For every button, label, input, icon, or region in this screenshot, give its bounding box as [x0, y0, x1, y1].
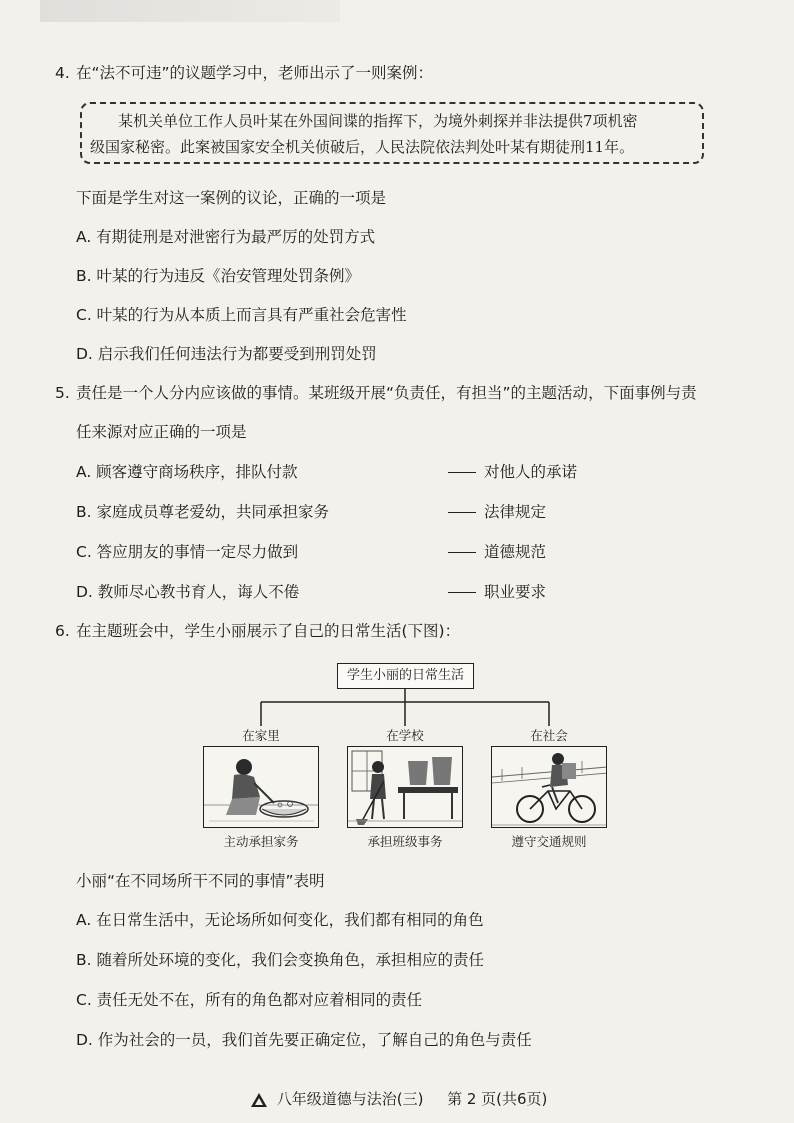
q5-source-b-text: 法律规定: [484, 503, 547, 521]
q5-option-b-source: [448, 501, 546, 523]
q4-case-line1: 某机关单位工作人员叶某在外国间谍的指挥下，为境外刺探并非法提供7项机密: [118, 112, 638, 130]
diagram-root-box: 学生小丽的日常生活: [337, 663, 474, 689]
q5-option-a-source: [448, 461, 577, 483]
scene-school-illustration: [347, 746, 463, 828]
q5-option-b[interactable]: B. 家庭成员尊老爱幼，共同承担家务: [76, 503, 329, 521]
q4-stem: 在“法不可违”的议题学习中，老师出示了一则案例：: [76, 64, 434, 82]
cycling-icon: [492, 747, 607, 828]
q6-option-c[interactable]: C. 责任无处不在，所有的角色都对应着相同的责任: [76, 991, 423, 1009]
q5-source-a-text: 对他人的承诺: [484, 463, 578, 481]
q6-option-a[interactable]: A. 在日常生活中，无论场所如何变化，我们都有相同的角色: [76, 911, 484, 929]
q5-source-c-text: 道德规范: [484, 543, 547, 561]
q4-case-box: [80, 102, 704, 164]
q5-option-d[interactable]: D. 教师尽心教书育人，诲人不倦: [76, 583, 300, 601]
page-footer: [250, 1088, 547, 1110]
q4-option-a[interactable]: A. 有期徒刑是对泄密行为最严厉的处罚方式: [76, 228, 376, 246]
q5-option-c[interactable]: C. 答应朋友的事情一定尽力做到: [76, 543, 299, 561]
q5-option-a[interactable]: A. 顾客遵守商场秩序，排队付款: [76, 463, 298, 481]
dash-mark: [448, 552, 476, 553]
q4-number: 4.: [55, 64, 70, 82]
footer-page-number: 第 2 页(共6页): [447, 1090, 548, 1108]
scene-caption-home: 主动承担家务: [223, 834, 299, 849]
q5-stem-line2: 任来源对应正确的一项是: [76, 423, 247, 441]
scene-caption-society: 遵守交通规则: [511, 834, 587, 849]
dash-mark: [448, 472, 476, 473]
q5-source-d-text: 职业要求: [484, 583, 547, 601]
q4-option-d[interactable]: D. 启示我们任何违法行为都要受到刑罚处罚: [76, 345, 377, 363]
scene-society-illustration: [491, 746, 607, 828]
q5-number: 5.: [55, 384, 70, 402]
scene-caption-school: 承担班级事务: [367, 834, 443, 849]
dash-mark: [448, 592, 476, 593]
dash-mark: [448, 512, 476, 513]
q6-prompt: 小丽“在不同场所干不同的事情”表明: [76, 872, 325, 890]
sweeping-classroom-icon: [348, 747, 463, 828]
q5-option-c-source: [448, 541, 546, 563]
publisher-logo-icon: [250, 1092, 268, 1108]
q6-stem: 在主题班会中，学生小丽展示了自己的日常生活(下图)：: [76, 622, 461, 640]
q6-option-b[interactable]: B. 随着所处环境的变化，我们会变换角色，承担相应的责任: [76, 951, 484, 969]
q4-case-line2: 级国家秘密。此案被国家安全机关侦破后，人民法院依法判处叶某有期徒刑11年。: [90, 138, 635, 156]
q6-option-d[interactable]: D. 作为社会的一员，我们首先要正确定位，了解自己的角色与责任: [76, 1031, 532, 1049]
footer-subject: 八年级道德与法治(三): [276, 1090, 424, 1108]
scene-label-home: 在家里: [242, 728, 280, 743]
q4-option-c[interactable]: C. 叶某的行为从本质上而言具有严重社会危害性: [76, 306, 407, 324]
q4-option-b[interactable]: B. 叶某的行为违反《治安管理处罚条例》: [76, 267, 360, 285]
q5-stem-line1: 责任是一个人分内应该做的事情。某班级开展“负责任，有担当”的主题活动，下面事例与责: [76, 384, 697, 402]
q5-option-d-source: [448, 581, 546, 603]
scan-smudge: [40, 0, 340, 22]
q4-prompt: 下面是学生对这一案例的议论，正确的一项是: [76, 189, 387, 207]
daily-life-diagram: [200, 658, 610, 858]
scene-label-society: 在社会: [530, 728, 568, 743]
q6-number: 6.: [55, 622, 70, 640]
scene-label-school: 在学校: [386, 728, 424, 743]
washing-clothes-icon: [204, 747, 319, 828]
scene-home-illustration: [203, 746, 319, 828]
